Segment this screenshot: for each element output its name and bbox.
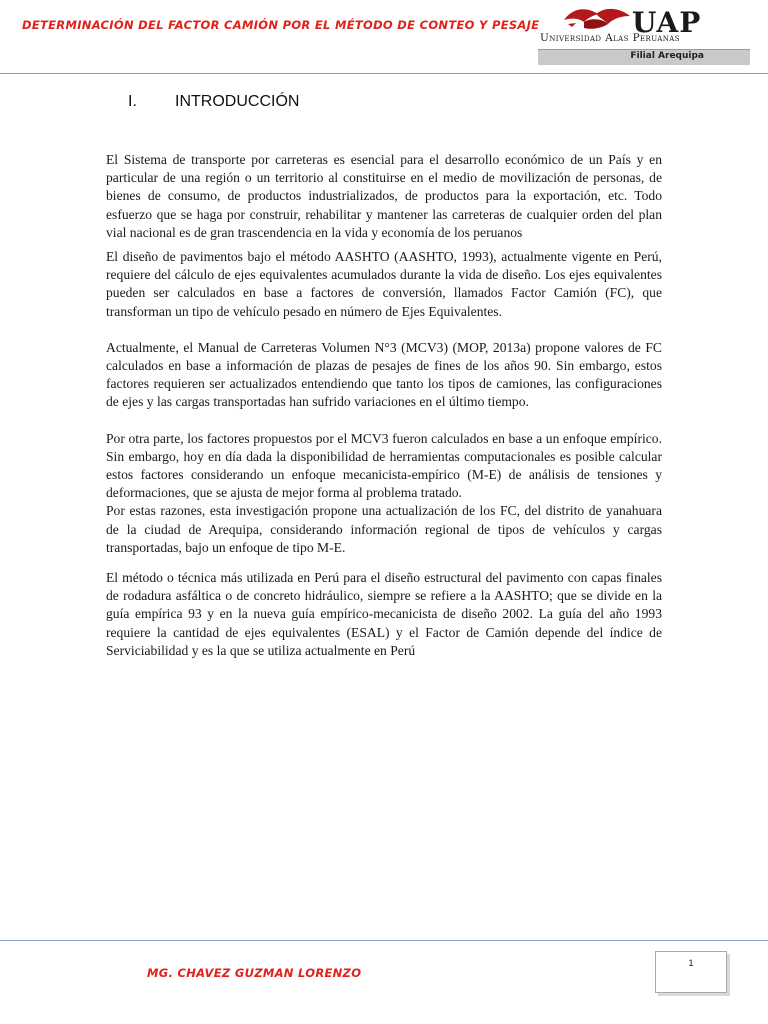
footer-author: MG. CHAVEZ GUZMAN LORENZO	[147, 966, 362, 980]
paragraph: Por estas razones, esta investigación propone una actualización de los FC, del distrito de yanahuara de la ciudad de Arequipa, considerando información regional de tipos de vehículos y cargas transportadas, bajo un enfoque de tipo M-E.	[106, 503, 662, 555]
logo-filial-bar	[538, 49, 750, 65]
logo-university-name: Universidad Alas Peruanas	[540, 32, 680, 44]
paragraph: El diseño de pavimentos bajo el método AASHTO (AASHTO, 1993), actualmente vigente en Perú, requiere del cálculo de ejes equivalentes acumulados durante la vida de diseño. Los ejes equivalentes pueden ser calculados en base a factores de conversión, llamados Factor Camión (FC), que transforman un tipo de vehículo pesado en número de Ejes Equivalentes.	[106, 249, 662, 319]
header-title: DETERMINACIÓN DEL FACTOR CAMIÓN POR EL MÉTODO DE CONTEO Y PESAJE	[22, 18, 540, 32]
university-logo	[538, 6, 750, 64]
footer-divider	[0, 940, 768, 941]
body-text	[106, 151, 662, 660]
logo-acronym: UAP	[632, 6, 702, 39]
section-heading	[128, 93, 299, 111]
header-divider	[0, 73, 768, 74]
paragraph: Por otra parte, los factores propuestos por el MCV3 fueron calculados en base a un enfoque empírico. Sin embargo, hoy en día dada la disponibilidad de herramientas computacionales es posible calcular estos factores considerando un enfoque mecanicista-empírico (M-E) de análisis de tensiones y deformaciones, que se ajusta de mejor forma al problema tratado.	[106, 430, 662, 501]
paragraph: El método o técnica más utilizada en Perú para el diseño estructural del pavimento con capas finales de rodadura asfáltica o de concreto hidráulico, siempre se refiere a la AASHTO; que se divide en la guía empírica 93 y en la nueva guía empírico-mecanicista de diseño 2002. La guía del año 1993 requiere la cantidad de ejes equivalentes (ESAL) y el Factor de Camión depende del índice de Serviciabilidad y es la que se utiliza actualmente en Perú	[106, 570, 662, 658]
paragraph: Actualmente, el Manual de Carreteras Volumen N°3 (MCV3) (MOP, 2013a) propone valores de FC calculados en base a información de plazas de pesajes de fines de los años 90. Sin embargo, estos factores requieren ser actualizados entendiendo que tanto los tipos de camiones, las configuraciones de ejes y las cargas transportadas han sufrido variaciones en el último tiempo.	[106, 339, 662, 410]
section-number: I.	[128, 93, 137, 110]
page-number: 1	[688, 958, 694, 968]
section-title: INTRODUCCIÓN	[175, 93, 300, 110]
paragraph: El Sistema de transporte por carreteras es esencial para el desarrollo económico de un País y en particular de una región o un territorio al constituirse en el medio de movilización de personas, de bienes de consumo, de productos industrializados, de productos para la exportación, etc. Todo esfuerzo que se haga por construir, rehabilitar y mantener las carreteras de cualquier orden del plan vial nacional es de gran trascendencia en la vida y economía de los peruanos	[106, 152, 662, 240]
page-number-box	[655, 951, 727, 993]
logo-filial-text: Filial Arequipa	[630, 51, 704, 61]
